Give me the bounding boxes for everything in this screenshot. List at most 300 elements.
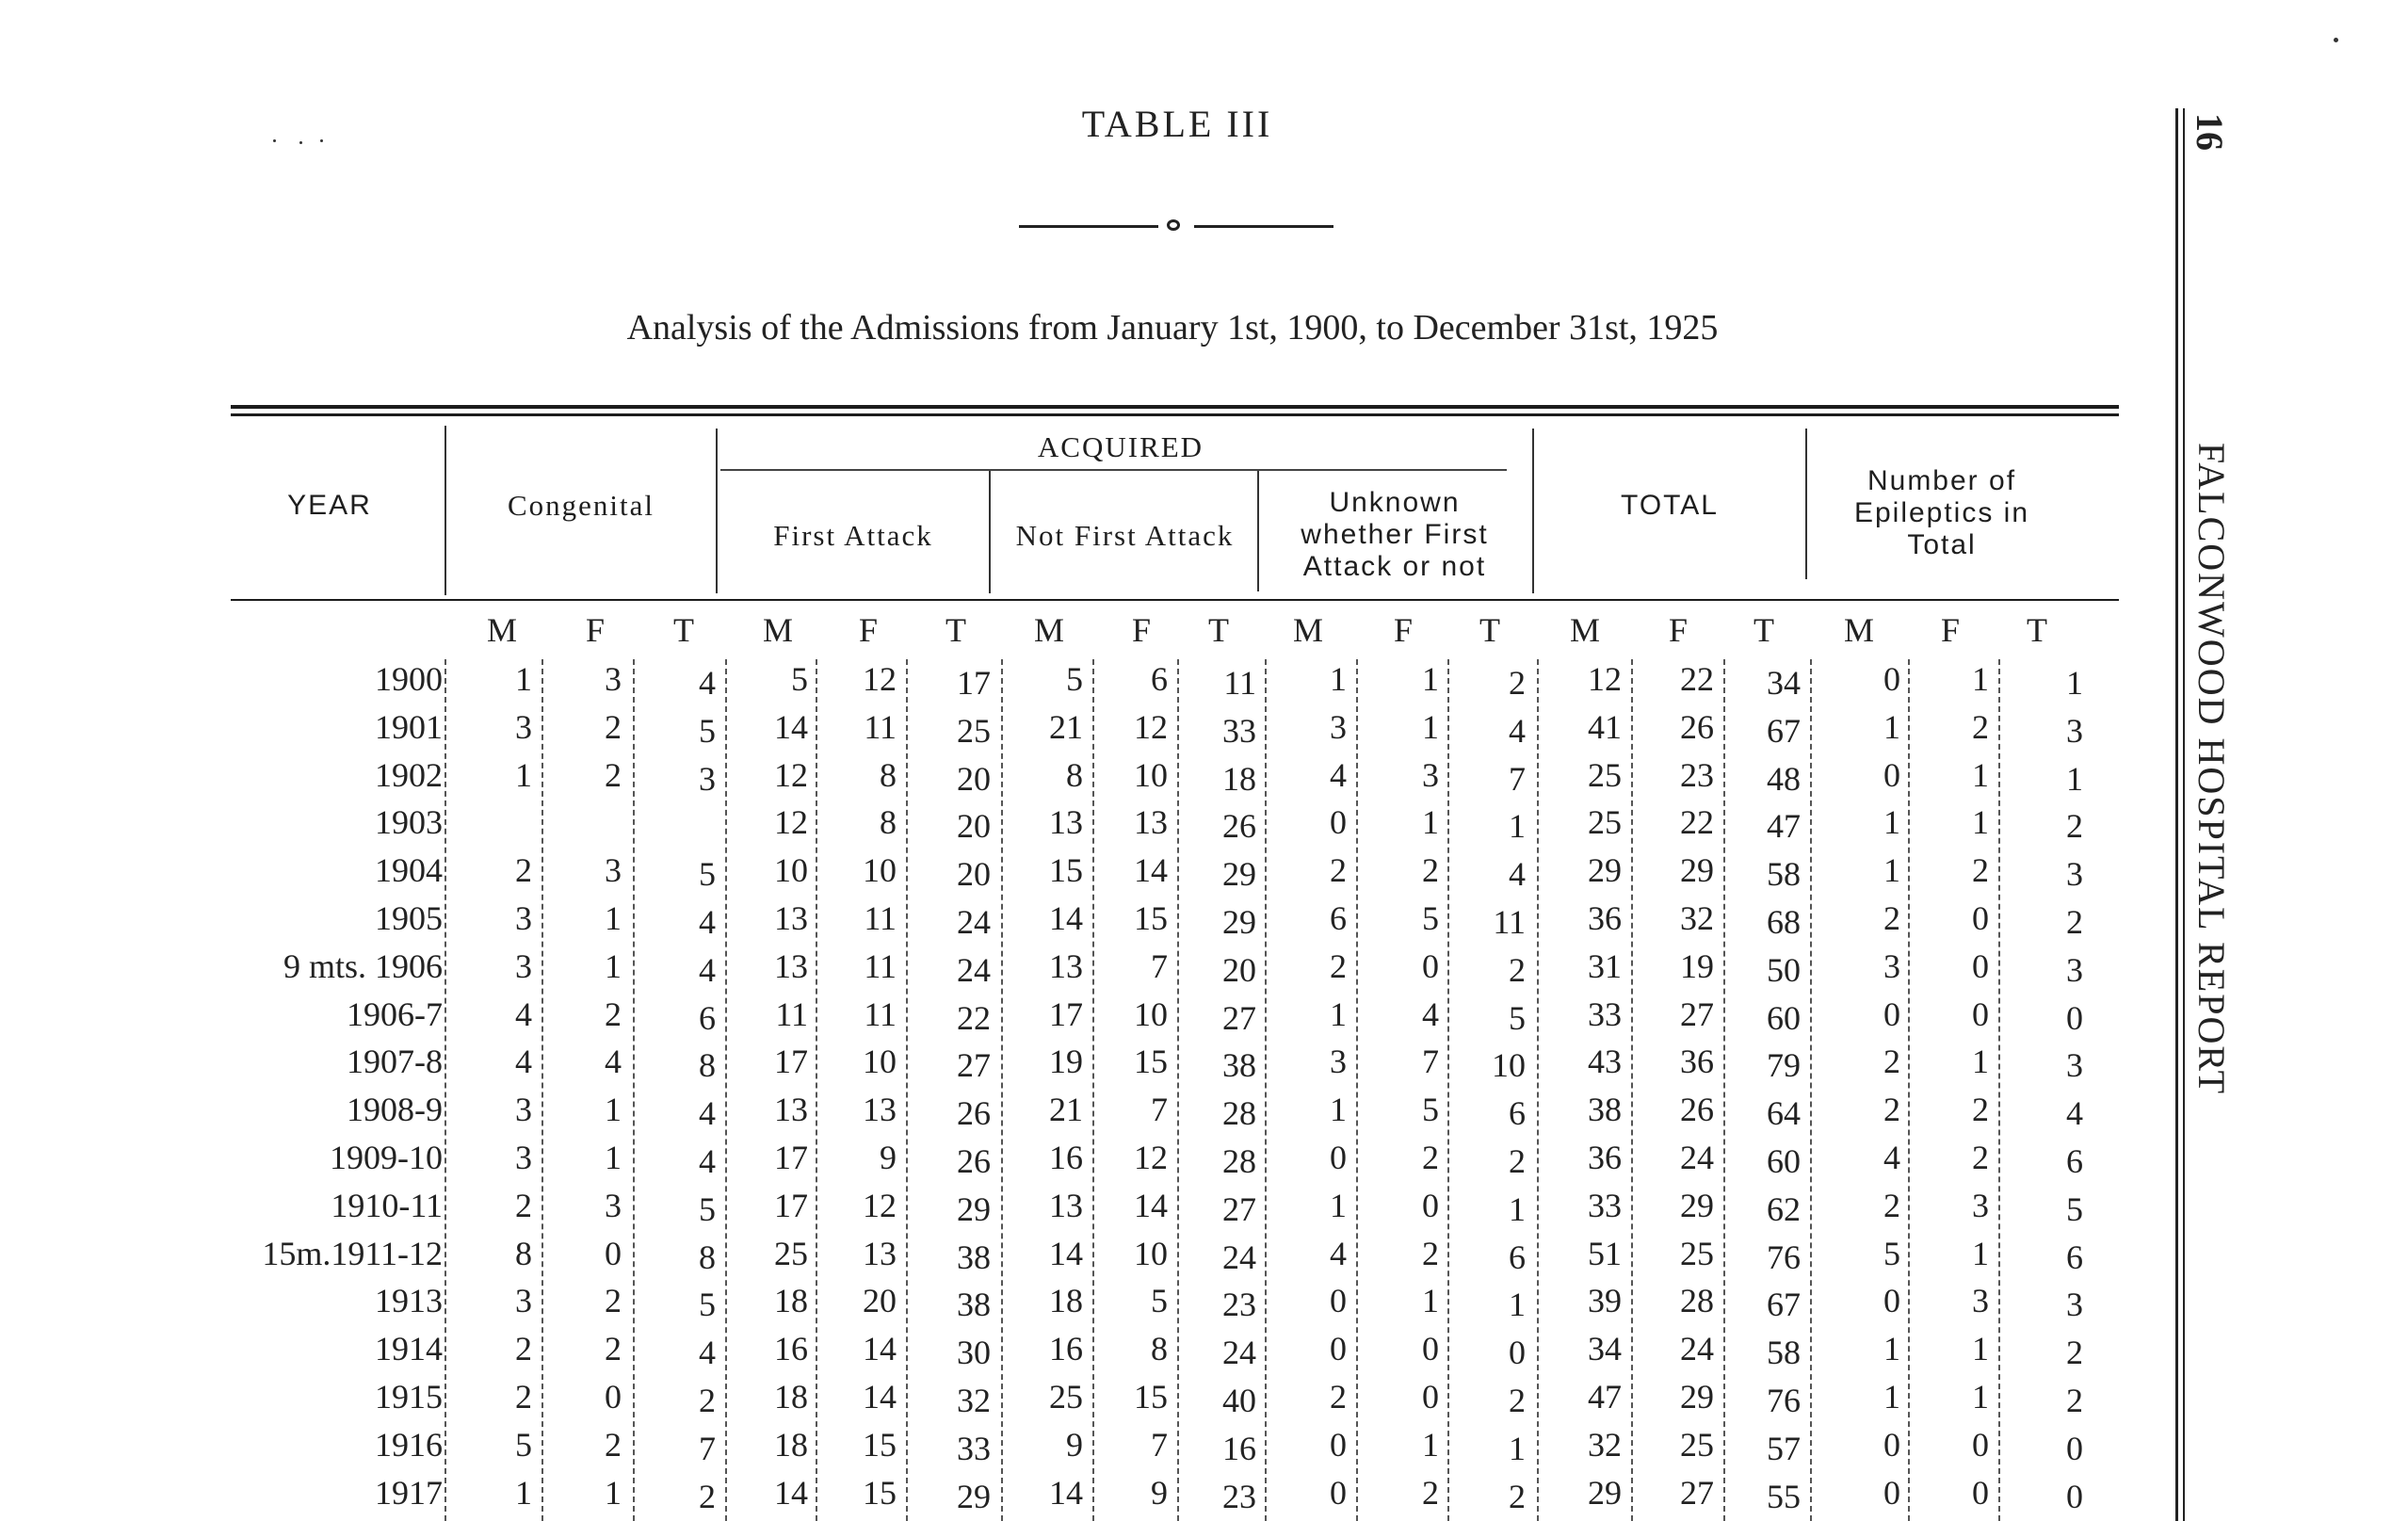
table-cell: 1 [1509,807,1526,846]
header-first-attack: First Attack [773,519,933,552]
table-cell: 79 [1767,1046,1801,1085]
table-cell: 3 [2066,1046,2083,1085]
column-subheader: T [1753,611,1774,649]
column-subheader: F [858,611,879,649]
header-epileptics-line3: Total [1907,529,1977,560]
table-cell: 18 [1049,1282,1083,1320]
table-cell: 0 [1972,1473,1989,1512]
table-cell: 25 [1680,1234,1714,1272]
row-year: 1917 [375,1473,443,1512]
page-number: 16 [2189,113,2231,151]
table-cell: 14 [1049,1234,1083,1272]
row-year: 1901 [375,707,443,746]
table-cell: 18 [774,1378,808,1416]
table-cell: 8 [699,1046,716,1085]
table-cell: 1 [1330,995,1347,1033]
table-cell: 1 [515,755,532,794]
table-cell: 18 [774,1425,808,1464]
table-cell: 12 [1134,707,1168,746]
table-cell: 4 [699,1142,716,1180]
table-cell: 1 [1972,1330,1989,1368]
table-cell: 1 [1883,803,1900,842]
table-cell: 12 [774,803,808,842]
table-cell: 10 [1134,1234,1168,1272]
table-cell: 1 [2066,759,2083,798]
row-year: 1904 [375,851,443,890]
table-cell: 20 [957,759,991,798]
table-cell: 12 [863,1186,897,1224]
table-cell: 4 [699,950,716,989]
header-total: TOTAL [1621,490,1719,521]
header-divider [444,426,446,595]
table-cell: 14 [1134,851,1168,890]
ink-speck [320,139,323,142]
table-cell: 2 [1422,1234,1439,1272]
column-subheader: M [1033,611,1064,649]
row-year: 9 mts. 1906 [283,947,443,985]
table-cell: 0 [1972,995,1989,1033]
table-cell: 3 [1330,707,1347,746]
table-cell: 9 [1151,1473,1168,1512]
ink-speck [299,141,302,144]
ink-speck [2334,38,2338,42]
table-cell: 2 [1509,1382,1526,1419]
table-cell: 0 [1330,1282,1347,1320]
table-top-rule [231,405,2119,409]
row-year: 1908-9 [347,1091,443,1129]
table-cell: 2 [515,1378,532,1416]
column-rule [725,659,727,1521]
table-cell: 38 [957,1238,991,1276]
table-cell: 1 [1509,1286,1526,1324]
table-cell: 26 [1680,707,1714,746]
table-cell: 2 [2066,1334,2083,1372]
column-subheader: F [1131,611,1152,649]
table-cell: 2 [605,707,622,746]
table-cell: 1 [1972,1234,1989,1272]
table-cell: 22 [1680,803,1714,842]
table-cell: 48 [1767,759,1801,798]
table-cell: 47 [1588,1378,1622,1416]
table-cell: 3 [1883,947,1900,985]
column-rule [906,659,908,1521]
table-top-rule [231,413,2119,416]
table-cell: 29 [1588,851,1622,890]
table-cell: 16 [1049,1139,1083,1176]
table-cell: 2 [1883,1091,1900,1129]
table-cell: 11 [775,995,808,1033]
table-cell: 0 [1972,947,1989,985]
table-cell: 15 [1134,1043,1168,1081]
column-subheader: T [945,611,966,649]
table-title: TABLE III [1081,103,1273,145]
table-cell: 7 [1151,1091,1168,1129]
table-cell: 0 [1330,1473,1347,1512]
table-cell: 62 [1767,1189,1801,1228]
table-cell: 5 [1509,998,1526,1037]
table-cell: 2 [605,1282,622,1320]
table-cell: 60 [1767,998,1801,1037]
table-cell: 34 [1588,1330,1622,1368]
table-cell: 8 [699,1238,716,1276]
column-subheader: M [1569,611,1600,649]
table-cell: 8 [515,1234,532,1272]
table-cell: 14 [863,1378,897,1416]
table-cell: 4 [1422,995,1439,1033]
table-cell: 7 [699,1429,716,1467]
table-cell: 2 [1972,1091,1989,1129]
table-cell: 3 [1972,1282,1989,1320]
table-cell: 20 [1222,950,1256,989]
table-cell: 1 [1509,1429,1526,1467]
table-cell: 7 [1509,759,1526,798]
row-year: 1909-10 [330,1139,443,1176]
table-cell: 12 [1134,1139,1168,1176]
column-rule [1092,659,1094,1521]
table-cell: 4 [1883,1139,1900,1176]
table-cell: 6 [1509,1094,1526,1133]
table-cell: 27 [957,1046,991,1085]
table-cell: 2 [1330,1378,1347,1416]
table-cell: 32 [1588,1425,1622,1464]
header-bottom-rule [231,599,2119,601]
table-cell: 0 [605,1234,622,1272]
column-subheader: F [585,611,606,649]
table-cell: 38 [1588,1091,1622,1129]
margin-rule [2183,108,2185,1521]
column-rule [1998,659,2000,1521]
table-cell: 4 [1330,1234,1347,1272]
table-cell: 22 [957,998,991,1037]
table-cell: 28 [1222,1142,1256,1180]
table-cell: 12 [1588,660,1622,698]
column-subheader: T [673,611,694,649]
table-cell: 13 [863,1091,897,1129]
table-cell: 14 [774,707,808,746]
ink-speck [273,139,276,142]
table-cell: 0 [1972,1425,1989,1464]
table-cell: 2 [1883,1043,1900,1081]
table-cell: 2 [1509,950,1526,989]
column-rule [1001,659,1003,1521]
table-cell: 41 [1588,707,1622,746]
table-cell: 11 [1223,664,1256,702]
table-cell: 0 [1883,995,1900,1033]
table-cell: 1 [1330,1186,1347,1224]
table-cell: 3 [2066,950,2083,989]
table-cell: 13 [774,1091,808,1129]
table-cell: 16 [774,1330,808,1368]
table-cell: 21 [1049,1091,1083,1129]
table-cell: 6 [2066,1142,2083,1180]
table-cell: 2 [1883,899,1900,937]
table-cell: 7 [1422,1043,1439,1081]
table-cell: 18 [1222,759,1256,798]
table-cell: 3 [2066,855,2083,894]
row-year: 1906-7 [347,995,443,1033]
table-cell: 2 [605,995,622,1033]
column-subheader: M [486,611,517,649]
table-cell: 2 [1972,707,1989,746]
column-rule [1810,659,1812,1521]
table-cell: 8 [880,755,897,794]
table-cell: 10 [1134,755,1168,794]
table-cell: 33 [1588,1186,1622,1224]
table-cell: 5 [1883,1234,1900,1272]
row-year: 1910-11 [331,1186,443,1224]
table-cell: 15 [1134,899,1168,937]
table-cell: 3 [515,1282,532,1320]
table-cell: 1 [1422,660,1439,698]
table-cell: 57 [1767,1429,1801,1467]
table-cell: 1 [605,1473,622,1512]
table-cell: 0 [1883,755,1900,794]
table-cell: 14 [863,1330,897,1368]
column-rule [633,659,635,1521]
table-cell: 20 [957,807,991,846]
header-divider [716,429,718,593]
table-cell: 29 [1588,1473,1622,1512]
table-cell: 24 [957,950,991,989]
table-cell: 17 [774,1186,808,1224]
row-year: 1914 [375,1330,443,1368]
table-cell: 24 [957,903,991,941]
header-year: YEAR [287,490,372,521]
table-cell: 24 [1680,1139,1714,1176]
table-cell: 5 [699,1286,716,1324]
table-cell: 1 [1883,1330,1900,1368]
table-cell: 2 [515,1186,532,1224]
column-rule [1356,659,1358,1521]
table-cell: 2 [1422,851,1439,890]
table-cell: 4 [699,1094,716,1133]
table-cell: 67 [1767,711,1801,750]
table-cell: 23 [1222,1477,1256,1515]
table-cell: 0 [1422,1186,1439,1224]
table-cell: 7 [1151,947,1168,985]
table-cell: 2 [605,1425,622,1464]
table-cell: 1 [1422,803,1439,842]
table-cell: 27 [1222,998,1256,1037]
table-cell: 26 [957,1094,991,1133]
table-cell: 11 [864,995,897,1033]
row-year: 1916 [375,1425,443,1464]
table-cell: 11 [864,707,897,746]
table-cell: 27 [1222,1189,1256,1228]
table-cell: 3 [1972,1186,1989,1224]
header-unknown-line1: Unknown [1329,487,1461,518]
column-subheader: M [1292,611,1323,649]
table-cell: 2 [515,1330,532,1368]
table-cell: 76 [1767,1382,1801,1419]
table-cell: 20 [957,855,991,894]
table-cell: 3 [1330,1043,1347,1081]
table-cell: 25 [1588,803,1622,842]
row-year: 1902 [375,755,443,794]
table-cell: 34 [1767,664,1801,702]
table-cell: 5 [791,660,808,698]
table-cell: 4 [1509,711,1526,750]
table-cell: 2 [2066,807,2083,846]
table-cell: 5 [1151,1282,1168,1320]
table-cell: 3 [515,707,532,746]
row-year: 1900 [375,660,443,698]
table-cell: 11 [864,947,897,985]
table-cell: 0 [605,1378,622,1416]
table-cell: 1 [1972,1378,1989,1416]
table-cell: 0 [1509,1334,1526,1372]
table-cell: 29 [1680,851,1714,890]
table-cell: 2 [1883,1186,1900,1224]
table-cell: 2 [1330,851,1347,890]
table-cell: 43 [1588,1043,1622,1081]
table-cell: 0 [1422,1378,1439,1416]
table-cell: 3 [515,947,532,985]
table-cell: 6 [699,998,716,1037]
column-rule [1631,659,1633,1521]
table-cell: 5 [1422,1091,1439,1129]
table-cell: 51 [1588,1234,1622,1272]
table-cell: 4 [1330,755,1347,794]
table-subtitle: Analysis of the Admissions from January 1st, 1900, to December 31st, 1925 [626,308,1719,348]
table-cell: 8 [880,803,897,842]
table-cell: 16 [1222,1429,1256,1467]
table-cell: 29 [1680,1378,1714,1416]
column-rule [1447,659,1449,1521]
table-cell: 13 [1049,803,1083,842]
table-cell: 6 [1330,899,1347,937]
table-cell: 8 [1066,755,1083,794]
table-cell: 4 [2066,1094,2083,1133]
table-cell: 38 [957,1286,991,1324]
header-divider [1532,429,1534,593]
column-rule [444,659,446,1521]
table-cell: 1 [2066,664,2083,702]
table-cell: 3 [605,660,622,698]
table-cell: 0 [2066,1477,2083,1515]
table-cell: 5 [2066,1189,2083,1228]
table-cell: 10 [863,1043,897,1081]
table-cell: 5 [1422,899,1439,937]
table-cell: 2 [605,1330,622,1368]
table-cell: 23 [1222,1286,1256,1324]
table-cell: 32 [957,1382,991,1419]
table-cell: 4 [1509,855,1526,894]
table-cell: 50 [1767,950,1801,989]
table-cell: 1 [1422,1282,1439,1320]
table-cell: 26 [957,1142,991,1180]
table-cell: 4 [699,903,716,941]
table-cell: 60 [1767,1142,1801,1180]
header-unknown-line3: Attack or not [1302,551,1487,582]
table-cell: 1 [1330,660,1347,698]
table-cell: 14 [1134,1186,1168,1224]
table-cell: 36 [1680,1043,1714,1081]
table-cell: 38 [1222,1046,1256,1085]
table-cell: 13 [1049,947,1083,985]
table-cell: 1 [1883,707,1900,746]
table-cell: 3 [605,1186,622,1224]
table-cell: 11 [864,899,897,937]
table-cell: 13 [1134,803,1168,842]
table-cell: 4 [515,1043,532,1081]
table-cell: 1 [605,947,622,985]
table-cell: 25 [1680,1425,1714,1464]
table-cell: 0 [1972,899,1989,937]
margin-rule [2175,108,2178,1521]
table-cell: 16 [1049,1330,1083,1368]
table-cell: 29 [957,1189,991,1228]
table-cell: 25 [1049,1378,1083,1416]
header-acquired: ACQUIRED [1037,430,1204,463]
table-cell: 25 [774,1234,808,1272]
table-cell: 3 [515,899,532,937]
table-cell: 5 [699,855,716,894]
table-cell: 13 [1049,1186,1083,1224]
table-cell: 24 [1680,1330,1714,1368]
table-cell: 13 [774,947,808,985]
table-cell: 4 [515,995,532,1033]
table-cell: 15 [863,1473,897,1512]
table-cell: 68 [1767,903,1801,941]
table-cell: 64 [1767,1094,1801,1133]
table-cell: 0 [1330,1139,1347,1176]
table-cell: 26 [1222,807,1256,846]
table-cell: 31 [1588,947,1622,985]
table-cell: 1 [1422,707,1439,746]
table-cell: 1 [515,1473,532,1512]
acquired-underline [720,469,1507,471]
table-cell: 27 [1680,995,1714,1033]
table-cell: 4 [699,664,716,702]
table-cell: 39 [1588,1282,1622,1320]
table-cell: 12 [863,660,897,698]
header-unknown-line2: whether First [1301,519,1489,550]
table-cell: 7 [1151,1425,1168,1464]
table-cell: 10 [1492,1046,1526,1085]
table-cell: 19 [1680,947,1714,985]
table-cell: 0 [1422,1330,1439,1368]
table-cell: 40 [1222,1382,1256,1419]
table-cell: 27 [1680,1473,1714,1512]
table-cell: 1 [1422,1425,1439,1464]
table-cell: 3 [699,759,716,798]
table-cell: 33 [957,1429,991,1467]
table-cell: 2 [2066,1382,2083,1419]
table-cell: 22 [1680,660,1714,698]
header-not-first-attack: Not First Attack [1015,519,1235,552]
table-cell: 55 [1767,1477,1801,1515]
table-cell: 10 [774,851,808,890]
table-cell: 2 [1422,1473,1439,1512]
column-subheader: F [1393,611,1414,649]
table-cell: 1 [1972,660,1989,698]
column-rule [816,659,817,1521]
table-cell: 10 [863,851,897,890]
table-cell: 0 [1330,803,1347,842]
table-cell: 24 [1222,1238,1256,1276]
table-cell: 14 [1049,899,1083,937]
table-cell: 3 [515,1091,532,1129]
table-cell: 11 [1493,903,1526,941]
table-cell: 2 [699,1477,716,1515]
table-cell: 15 [1049,851,1083,890]
table-cell: 5 [699,1189,716,1228]
table-cell: 28 [1222,1094,1256,1133]
table-cell: 36 [1588,899,1622,937]
table-cell: 29 [1222,855,1256,894]
table-cell: 2 [515,851,532,890]
